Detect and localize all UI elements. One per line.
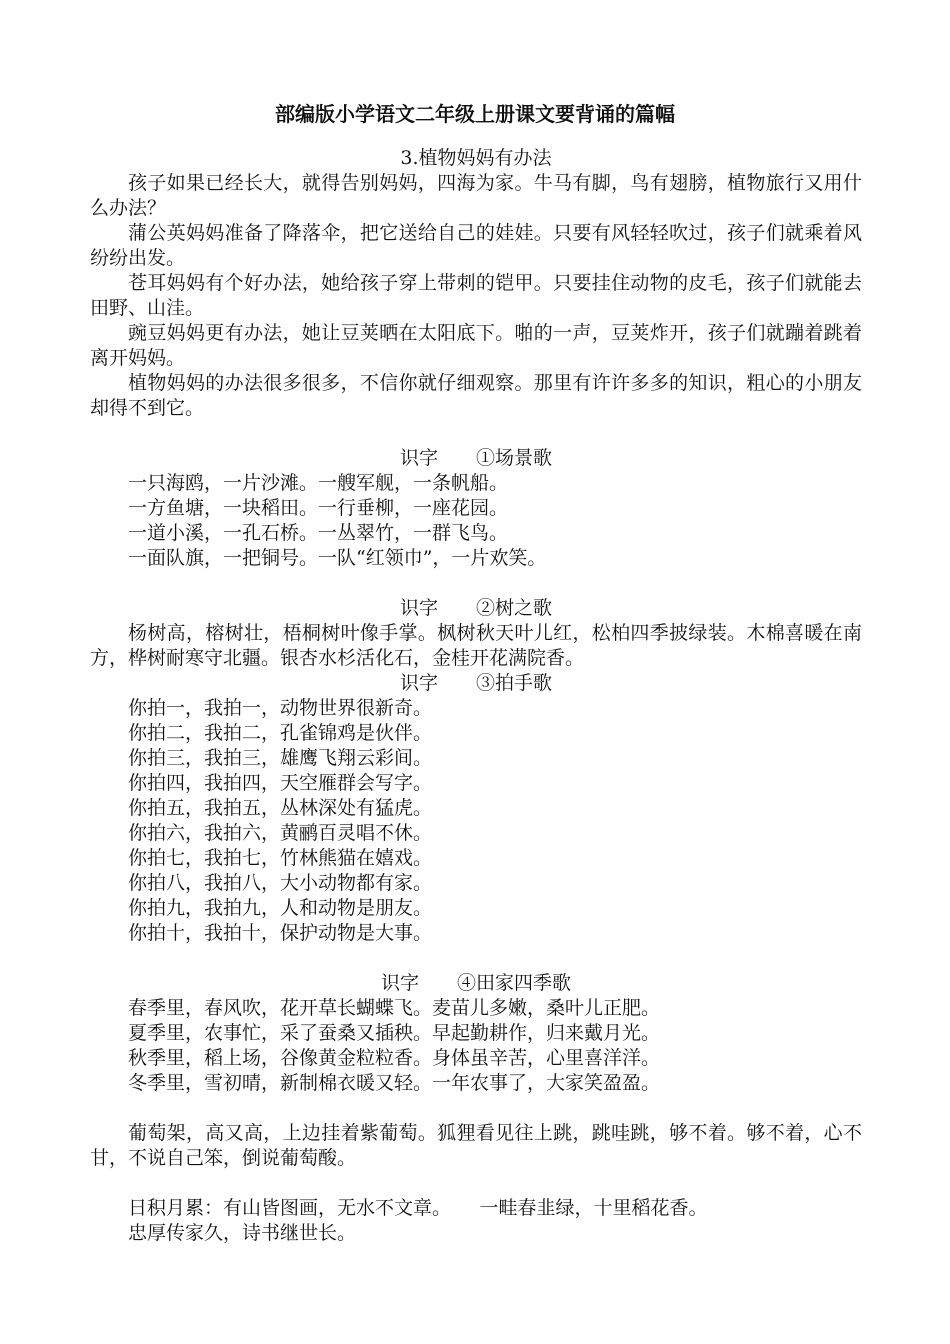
shizi3-line: 你拍一，我拍一，动物世界很新奇。: [128, 697, 433, 719]
shizi3-line: 你拍四，我拍四，天空雁群会写字。: [128, 772, 433, 794]
shizi1-line: 一道小溪，一孔石桥。一丛翠竹，一群飞鸟。: [128, 522, 509, 544]
shizi1-line: 一只海鸥，一片沙滩。一艘军舰，一条帆船。: [128, 472, 509, 494]
lesson3-paragraph: 植物妈妈的办法很多很多，不信你就仔细观察。那里有许许多多的知识，粗心的小朋友却得不到它。: [90, 372, 862, 419]
document-content: [90, 146, 862, 1246]
spacer: [90, 421, 862, 446]
shizi4-line: 夏季里，农事忙，采了蚕桑又插秧。早起勤耕作，归来戴月光。: [128, 1022, 661, 1044]
shizi3-line: 你拍五，我拍五，丛林深处有猛虎。: [128, 797, 433, 819]
lesson3-paragraph: 苍耳妈妈有个好办法，她给孩子穿上带刺的铠甲。只要挂住动物的皮毛，孩子们就能去田野、山洼。: [90, 272, 862, 319]
shizi2-paragraph: 杨树高，榕树壮，梧桐树叶像手掌。枫树秋天叶儿红，松柏四季披绿装。木棉喜暖在南方，桦树耐寒守北疆。银杏水杉活化石，金桂开花满院香。: [90, 622, 862, 669]
spacer: [90, 946, 862, 971]
grapes-paragraph: 葡萄架，高又高，上边挂着紫葡萄。狐狸看见往上跳，跳哇跳，够不着。够不着，心不甘，不说自己笨，倒说葡萄酸。: [90, 1122, 862, 1169]
shizi3-line: 你拍九，我拍九，人和动物是朋友。: [128, 897, 433, 919]
shizi1-line: 一面队旗，一把铜号。一队“红领巾”，一片欢笑。: [128, 547, 547, 569]
rijiyuelei-line: 忠厚传家久，诗书继世长。: [128, 1222, 357, 1244]
shizi1-heading: 识字 ①场景歌: [399, 447, 552, 469]
rijiyuelei-line: 日积月累：有山皆图画，无水不文章。 一畦春韭绿，十里稻花香。: [128, 1197, 708, 1219]
shizi2-heading: 识字 ②树之歌: [399, 597, 552, 619]
shizi4-line: 春季里，春风吹，花开草长蝴蝶飞。麦苗儿多嫩，桑叶儿正肥。: [128, 997, 661, 1019]
lesson3-paragraph: 孩子如果已经长大，就得告别妈妈，四海为家。牛马有脚，鸟有翅膀，植物旅行又用什么办法？: [90, 172, 862, 219]
shizi3-heading: 识字 ③拍手歌: [399, 672, 552, 694]
spacer: [90, 571, 862, 596]
lesson3-paragraph: 蒲公英妈妈准备了降落伞，把它送给自己的娃娃。只要有风轻轻吹过，孩子们就乘着风纷纷出发。: [90, 222, 862, 269]
document-title: 部编版小学语文二年级上册课文要背诵的篇幅: [275, 102, 675, 126]
shizi3-line: 你拍七，我拍七，竹林熊猫在嬉戏。: [128, 847, 433, 869]
shizi3-line: 你拍三，我拍三，雄鹰飞翔云彩间。: [128, 747, 433, 769]
shizi3-line: 你拍十，我拍十，保护动物是大事。: [128, 922, 433, 944]
shizi3-line: 你拍二，我拍二，孔雀锦鸡是伙伴。: [128, 722, 433, 744]
spacer: [90, 1096, 862, 1121]
lesson3-paragraph: 豌豆妈妈更有办法，她让豆荚晒在太阳底下。啪的一声，豆荚炸开，孩子们就蹦着跳着离开妈妈。: [90, 322, 862, 369]
shizi4-heading: 识字 ④田家四季歌: [380, 972, 571, 994]
shizi4-line: 秋季里，稻上场，谷像黄金粒粒香。身体虽辛苦，心里喜洋洋。: [128, 1047, 661, 1069]
lesson3-heading: 3.植物妈妈有办法: [400, 147, 552, 169]
spacer: [90, 1171, 862, 1196]
shizi3-line: 你拍八，我拍八，大小动物都有家。: [128, 872, 433, 894]
shizi4-line: 冬季里，雪初晴，新制棉衣暖又轻。一年农事了，大家笑盈盈。: [128, 1072, 661, 1094]
shizi1-line: 一方鱼塘，一块稻田。一行垂柳，一座花园。: [128, 497, 509, 519]
shizi3-line: 你拍六，我拍六，黄鹂百灵唱不休。: [128, 822, 433, 844]
